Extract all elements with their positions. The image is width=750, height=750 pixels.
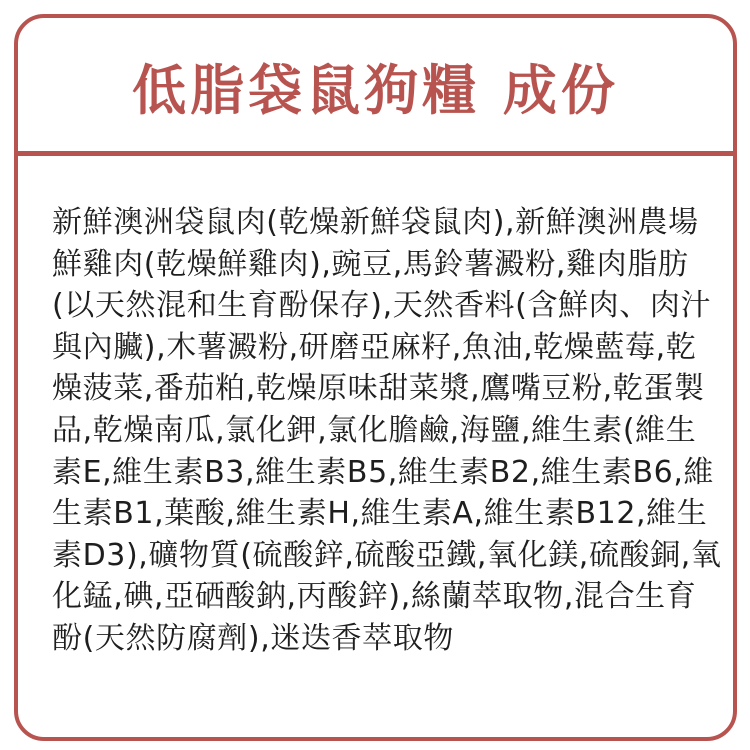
page-title: 低脂袋鼠狗糧 成份 (132, 59, 619, 122)
card-header (18, 18, 733, 151)
ingredients-text: 新鮮澳洲袋鼠肉(乾燥新鮮袋鼠肉),新鮮澳洲農場鮮雞肉(乾燥鮮雞肉),豌豆,馬鈴薯澱粉,雞肉脂肪(以天然混和生育酚保存),天然香料(含鮮肉、肉汁與內臟),木薯澱粉,研磨亞麻籽,魚油,乾燥藍莓,乾燥菠菜,番茄粕,乾燥原味甜菜漿,鷹嘴豆粉,乾蛋製品,乾燥南瓜,氯化鉀,氯化膽鹼,海鹽,維生素(維生素E,維生素B3,維生素B5,維生素B2,維生素B6,維生素B1,葉酸,維生素H,維生素A,維生素B12,維生素D3),礦物質(硫酸鋅,硫酸亞鐵,氧化鎂,硫酸銅,氧化錳,碘,亞硒酸鈉,丙酸鋅),絲蘭萃取物,混合生育酚(天然防腐劑),迷迭香萃取物 (52, 205, 722, 656)
header-divider (18, 151, 733, 156)
ingredients-card (14, 14, 737, 741)
